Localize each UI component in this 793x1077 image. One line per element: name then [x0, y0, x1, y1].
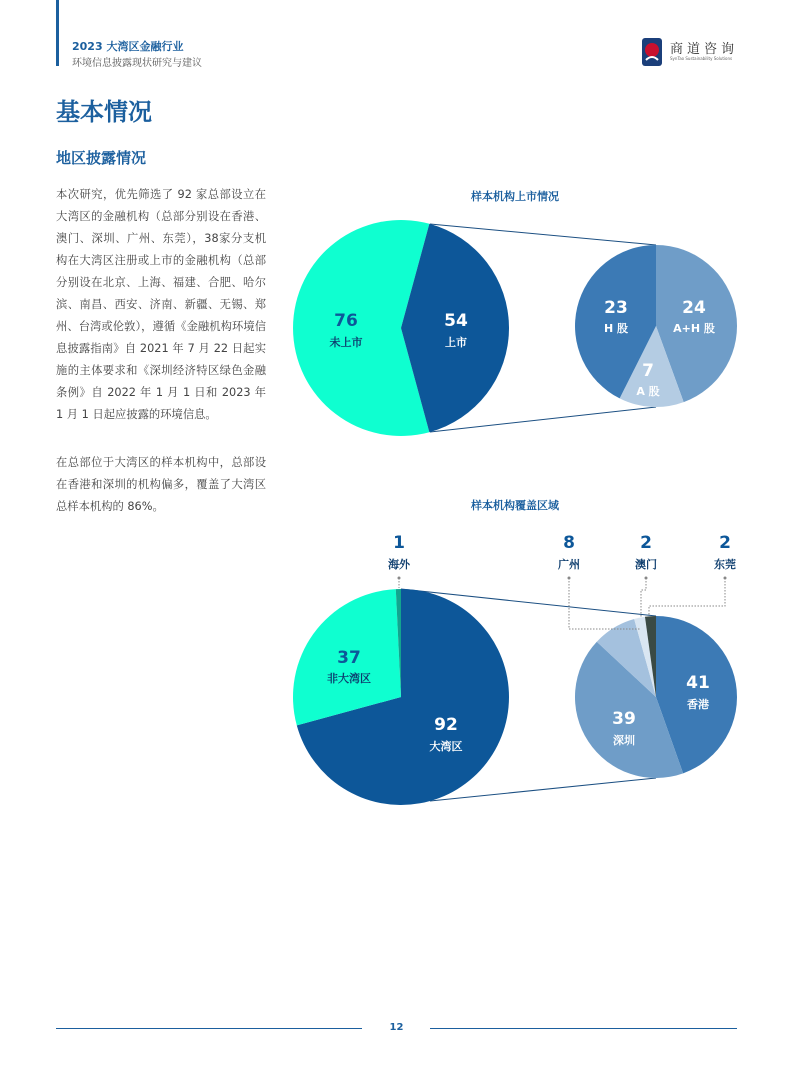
chart1-value-unlisted: 76: [334, 311, 358, 331]
chart2-value-dongguan: 2: [719, 533, 731, 553]
chart2-label-guangzhou: 广州: [558, 558, 580, 571]
logo-emblem-icon: [640, 36, 666, 68]
header-subtitle: 环境信息披露现状研究与建议: [72, 58, 202, 69]
chart2-value-gba: 92: [434, 715, 458, 735]
chart1-label-listed: 上市: [445, 336, 467, 349]
chart2-label-dongguan: 东莞: [714, 558, 736, 571]
chart1-value-h: 23: [604, 298, 628, 318]
body-paragraph-1: 本次研究，优先筛选了 92 家总部设立在大湾区的金融机构（总部分别设在香港、澳门、深圳、广州、东莞），38家分支机构在大湾区注册或上市的金融机构（总部分别设在北京、上海、福建、合肥、哈尔滨、南昌、西安、济南、新疆、无锡、郑州、台湾或伦敦），遵循《金融机构环境信息披露指南》自 2021 年 7 月 22 日起实施的主体要求和《深圳经济特区绿色金融条例》自 2022 年 1 月 1 日和 2023 年 1 月 1 日起应披露的环境信息。: [56, 188, 266, 421]
chart1-title: 样本机构上市情况: [471, 190, 559, 203]
footer-line-left: [56, 1028, 362, 1029]
logo-subtext: SynTao Sustainability Solutions: [670, 56, 733, 61]
chart2-label-shenzhen: 深圳: [613, 734, 635, 747]
chart2-value-non-gba: 37: [337, 648, 361, 668]
footer-line-right: [430, 1028, 737, 1029]
chart2-breakdown-pie: [575, 616, 737, 778]
chart2-label-overseas: 海外: [388, 558, 410, 571]
chart2-title: 样本机构覆盖区域: [471, 499, 559, 512]
page-number: 12: [389, 1022, 404, 1033]
chart1-label-h: H 股: [603, 322, 629, 335]
chart1-label-a: A 股: [636, 385, 660, 398]
chart1-main-pie: [293, 220, 509, 436]
chart2-value-guangzhou: 8: [563, 533, 575, 553]
charts-area: [280, 180, 760, 820]
chart2-value-hongkong: 41: [686, 673, 710, 693]
chart2-label-macau: 澳门: [635, 558, 657, 571]
chart2-label-gba: 大湾区: [429, 740, 463, 753]
chart1-value-listed: 54: [444, 311, 468, 331]
chart2-main-pie: [293, 589, 509, 805]
chart2-label-non-gba: 非大湾区: [327, 672, 371, 685]
section-title: 基本情况: [56, 98, 152, 126]
header-title: 2023 大湾区金融行业: [72, 40, 184, 53]
chart1-value-ah: 24: [682, 298, 706, 318]
chart1-label-ah: A+H 股: [673, 322, 715, 335]
chart1-value-a: 7: [642, 361, 654, 381]
logo-text: 商道咨询: [670, 42, 739, 57]
body-paragraph-2: 在总部位于大湾区的样本机构中，总部设在香港和深圳的机构偏多，覆盖了大湾区总样本机构的 86%。: [56, 456, 266, 513]
subsection-title: 地区披露情况: [56, 149, 147, 167]
chart2-label-hongkong: 香港: [687, 698, 709, 711]
header-accent-bar: [56, 0, 59, 66]
chart2-value-shenzhen: 39: [612, 709, 636, 729]
chart2-value-overseas: 1: [393, 533, 405, 553]
chart2-value-macau: 2: [640, 533, 652, 553]
chart1-label-unlisted: 未上市: [329, 336, 363, 349]
company-logo: [640, 36, 740, 68]
